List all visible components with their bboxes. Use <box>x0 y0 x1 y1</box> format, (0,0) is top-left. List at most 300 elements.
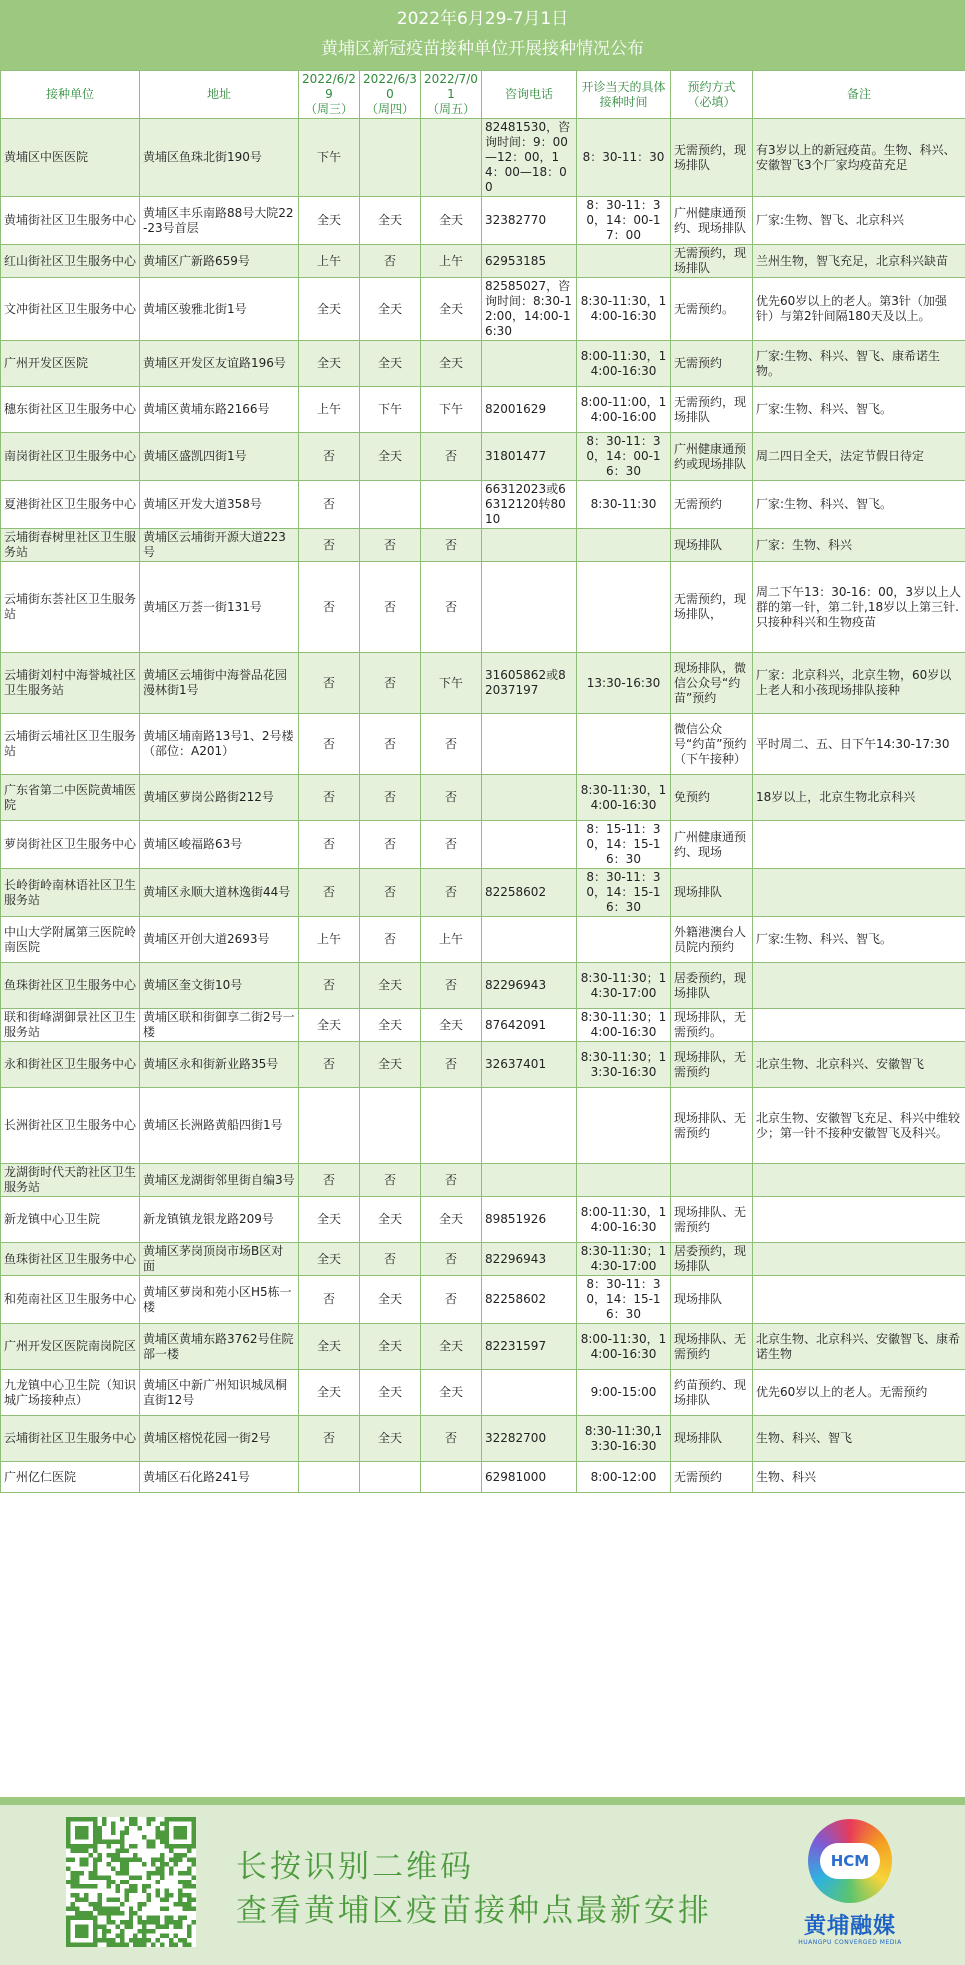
table-row <box>1 1462 965 1493</box>
cell-day-0629: 否 <box>299 433 360 481</box>
cell-hours: 8：30-11：30，14：00-16：30 <box>577 433 671 481</box>
cell-day-0629 <box>299 1462 360 1493</box>
cell-day-0701: 上午 <box>421 917 482 963</box>
table-row <box>1 1416 965 1462</box>
cell-booking: 居委预约，现场排队 <box>671 963 753 1009</box>
cell-booking: 外籍港澳台人员院内预约 <box>671 917 753 963</box>
cell-hours: 8：30-11：30，14：15-16：30 <box>577 869 671 917</box>
cell-unit: 云埔街社区卫生服务中心 <box>1 1416 140 1462</box>
cell-phone: 82296943 <box>482 1243 577 1276</box>
cell-address: 黄埔区黄埔东路3762号住院部一楼 <box>140 1324 299 1370</box>
cell-hours: 8:30-11:30；14:30-17:00 <box>577 963 671 1009</box>
footer-text <box>236 1845 712 1933</box>
cell-booking: 无需预约，现场排队， <box>671 562 753 653</box>
cell-unit: 黄埔区中医医院 <box>1 119 140 197</box>
cell-unit: 文冲街社区卫生服务中心 <box>1 278 140 341</box>
cell-booking: 现场排队、无需预约 <box>671 1197 753 1243</box>
cell-booking: 无需预约 <box>671 341 753 387</box>
cell-day-0630: 全天 <box>360 1276 421 1324</box>
cell-notes: 厂家:生物、科兴、智飞。 <box>753 917 965 963</box>
cell-booking: 现场排队 <box>671 529 753 562</box>
cell-address: 黄埔区联和街御享二街2号一楼 <box>140 1009 299 1042</box>
cell-unit: 云埔街云埔社区卫生服务站 <box>1 714 140 775</box>
table-row <box>1 1276 965 1324</box>
cell-booking: 无需预约。 <box>671 278 753 341</box>
cell-day-0701: 否 <box>421 529 482 562</box>
cell-unit: 中山大学附属第三医院岭南医院 <box>1 917 140 963</box>
cell-phone: 32282700 <box>482 1416 577 1462</box>
cell-day-0701 <box>421 481 482 529</box>
cell-booking: 现场排队、无需预约 <box>671 1324 753 1370</box>
cell-address: 黄埔区开发区友谊路196号 <box>140 341 299 387</box>
cell-unit: 云埔街春树里社区卫生服务站 <box>1 529 140 562</box>
cell-day-0629: 下午 <box>299 119 360 197</box>
logo-mark-text: HCM <box>820 1843 880 1879</box>
cell-day-0629: 上午 <box>299 245 360 278</box>
cell-phone <box>482 821 577 869</box>
cell-hours: 8:00-11:00，14:00-16:00 <box>577 387 671 433</box>
cell-notes: 厂家:生物、科兴、智飞、康希诺生物。 <box>753 341 965 387</box>
table-row <box>1 775 965 821</box>
cell-hours <box>577 562 671 653</box>
cell-day-0701: 全天 <box>421 278 482 341</box>
table-row <box>1 714 965 775</box>
cell-hours: 8：15-11：30，14：15-16：30 <box>577 821 671 869</box>
cell-day-0629: 全天 <box>299 1324 360 1370</box>
cell-hours: 8:00-12:00 <box>577 1462 671 1493</box>
footer-divider <box>0 1797 965 1805</box>
cell-unit: 南岗街社区卫生服务中心 <box>1 433 140 481</box>
table-row <box>1 481 965 529</box>
qr-code[interactable] <box>66 1817 196 1947</box>
cell-unit: 长岭街岭南林语社区卫生服务站 <box>1 869 140 917</box>
cell-hours <box>577 245 671 278</box>
cell-phone: 32382770 <box>482 197 577 245</box>
cell-day-0630: 全天 <box>360 341 421 387</box>
table-row <box>1 245 965 278</box>
cell-booking: 现场排队，微信公众号“约苗”预约 <box>671 653 753 714</box>
cell-day-0630: 否 <box>360 714 421 775</box>
cell-day-0630 <box>360 481 421 529</box>
cell-address: 黄埔区榕悦花园一街2号 <box>140 1416 299 1462</box>
cell-day-0630: 全天 <box>360 1042 421 1088</box>
cell-day-0630: 否 <box>360 869 421 917</box>
cell-hours: 8:00-11:30，14:00-16:30 <box>577 341 671 387</box>
cell-day-0701: 全天 <box>421 1009 482 1042</box>
cell-booking: 广州健康通预约、现场排队 <box>671 197 753 245</box>
cell-phone <box>482 714 577 775</box>
cell-booking <box>671 1164 753 1197</box>
cell-notes: 厂家:生物、智飞、北京科兴 <box>753 197 965 245</box>
cell-notes: 北京生物、北京科兴、安徽智飞 <box>753 1042 965 1088</box>
cell-day-0630: 全天 <box>360 433 421 481</box>
cell-day-0701: 上午 <box>421 245 482 278</box>
table-header-row <box>1 71 965 119</box>
cell-phone: 31801477 <box>482 433 577 481</box>
cell-day-0630: 否 <box>360 917 421 963</box>
cell-booking: 现场排队 <box>671 1416 753 1462</box>
cell-day-0701: 否 <box>421 1042 482 1088</box>
column-header-phone: 咨询电话 <box>482 71 577 119</box>
cell-booking: 微信公众号“约苗”预约（下午接种） <box>671 714 753 775</box>
cell-day-0630: 全天 <box>360 1416 421 1462</box>
cell-phone: 62953185 <box>482 245 577 278</box>
date-range: 2022年6月29-7月1日 <box>396 9 569 29</box>
cell-day-0701: 否 <box>421 1276 482 1324</box>
table-row <box>1 963 965 1009</box>
cell-unit: 联和街峰湖御景社区卫生服务站 <box>1 1009 140 1042</box>
cell-day-0629: 否 <box>299 1416 360 1462</box>
cell-notes <box>753 1197 965 1243</box>
cell-address: 黄埔区石化路241号 <box>140 1462 299 1493</box>
cell-day-0629: 全天 <box>299 341 360 387</box>
table-row <box>1 1197 965 1243</box>
cell-day-0701: 否 <box>421 1243 482 1276</box>
cell-day-0629: 否 <box>299 714 360 775</box>
cell-address: 黄埔区萝岗公路街212号 <box>140 775 299 821</box>
cell-day-0630: 否 <box>360 562 421 653</box>
cell-day-0630: 全天 <box>360 197 421 245</box>
footer <box>0 1797 965 1965</box>
cell-phone <box>482 529 577 562</box>
cell-booking: 约苗预约、现场排队 <box>671 1370 753 1416</box>
cell-day-0629: 上午 <box>299 917 360 963</box>
logo-mark <box>808 1819 892 1903</box>
cell-day-0701: 否 <box>421 869 482 917</box>
cell-unit: 鱼珠街社区卫生服务中心 <box>1 1243 140 1276</box>
cell-day-0629: 否 <box>299 963 360 1009</box>
vaccination-table <box>0 70 965 1493</box>
cell-address: 黄埔区长洲路黄船四街1号 <box>140 1088 299 1164</box>
cell-notes <box>753 963 965 1009</box>
cell-day-0630: 否 <box>360 821 421 869</box>
cell-notes <box>753 1276 965 1324</box>
cell-phone: 66312023或66312120转8010 <box>482 481 577 529</box>
cell-day-0701: 否 <box>421 433 482 481</box>
cell-day-0629: 全天 <box>299 1243 360 1276</box>
cell-notes: 厂家：生物、科兴 <box>753 529 965 562</box>
cell-hours: 8:30-11:30；14:00-16:30 <box>577 1009 671 1042</box>
cell-day-0630: 否 <box>360 1243 421 1276</box>
cell-day-0630: 否 <box>360 1164 421 1197</box>
cell-phone: 87642091 <box>482 1009 577 1042</box>
cell-hours: 8:30-11:30；14:30-17:00 <box>577 1243 671 1276</box>
cell-day-0701: 全天 <box>421 1324 482 1370</box>
cell-address: 黄埔区盛凯四街1号 <box>140 433 299 481</box>
cell-unit: 龙湖街时代天韵社区卫生服务站 <box>1 1164 140 1197</box>
cell-address: 黄埔区开发大道358号 <box>140 481 299 529</box>
cell-day-0630 <box>360 1088 421 1164</box>
cell-phone: 82258602 <box>482 1276 577 1324</box>
footer-line-2: 查看黄埔区疫苗接种点最新安排 <box>236 1893 712 1929</box>
cell-hours <box>577 1164 671 1197</box>
cell-day-0629: 否 <box>299 1276 360 1324</box>
cell-day-0630: 全天 <box>360 278 421 341</box>
logo-name: 黄埔融媒 <box>803 1914 896 1939</box>
cell-phone <box>482 1088 577 1164</box>
cell-booking: 无需预约，现场排队 <box>671 119 753 197</box>
table-row <box>1 278 965 341</box>
column-header-day-0629: 2022/6/29 （周三） <box>299 71 360 119</box>
column-header-day-0630: 2022/6/30 （周四） <box>360 71 421 119</box>
cell-address: 黄埔区万荟一街131号 <box>140 562 299 653</box>
cell-day-0701: 否 <box>421 775 482 821</box>
cell-day-0701: 全天 <box>421 197 482 245</box>
cell-phone <box>482 562 577 653</box>
cell-hours: 8：30-11：30 <box>577 119 671 197</box>
cell-phone <box>482 917 577 963</box>
cell-day-0629: 否 <box>299 653 360 714</box>
column-header-address: 地址 <box>140 71 299 119</box>
cell-booking: 无需预约，现场排队 <box>671 387 753 433</box>
cell-day-0701: 否 <box>421 821 482 869</box>
cell-day-0630: 否 <box>360 529 421 562</box>
cell-address: 新龙镇镇龙银龙路209号 <box>140 1197 299 1243</box>
cell-day-0630: 下午 <box>360 387 421 433</box>
cell-day-0701: 全天 <box>421 1370 482 1416</box>
cell-booking: 现场排队 <box>671 1276 753 1324</box>
cell-day-0701: 否 <box>421 562 482 653</box>
cell-phone: 82481530，咨询时间：9：00—12：00，14：00—18：00 <box>482 119 577 197</box>
cell-booking: 免预约 <box>671 775 753 821</box>
table-row <box>1 1324 965 1370</box>
table-row <box>1 529 965 562</box>
page-header <box>0 0 965 70</box>
cell-day-0629: 否 <box>299 1042 360 1088</box>
table-row <box>1 562 965 653</box>
cell-day-0701 <box>421 119 482 197</box>
cell-day-0701: 下午 <box>421 387 482 433</box>
cell-day-0629: 否 <box>299 562 360 653</box>
table-row <box>1 1370 965 1416</box>
cell-unit: 新龙镇中心卫生院 <box>1 1197 140 1243</box>
logo-subtitle: HUANGPU CONVERGED MEDIA <box>798 1939 902 1946</box>
cell-unit: 云埔街刘村中海誉城社区卫生服务站 <box>1 653 140 714</box>
cell-phone: 82258602 <box>482 869 577 917</box>
cell-booking: 现场排队 <box>671 869 753 917</box>
cell-address: 黄埔区丰乐南路88号大院22-23号首层 <box>140 197 299 245</box>
cell-day-0629: 上午 <box>299 387 360 433</box>
cell-unit: 永和街社区卫生服务中心 <box>1 1042 140 1088</box>
cell-unit: 和苑南社区卫生服务中心 <box>1 1276 140 1324</box>
cell-day-0701: 下午 <box>421 653 482 714</box>
cell-day-0629: 全天 <box>299 1370 360 1416</box>
cell-address: 黄埔区奎文街10号 <box>140 963 299 1009</box>
column-header-unit: 接种单位 <box>1 71 140 119</box>
cell-notes: 优先60岁以上的老人。第3针（加强针）与第2针间隔180天及以上。 <box>753 278 965 341</box>
cell-unit: 萝岗街社区卫生服务中心 <box>1 821 140 869</box>
cell-hours: 13:30-16:30 <box>577 653 671 714</box>
table-row <box>1 1088 965 1164</box>
cell-booking: 现场排队，无需预约。 <box>671 1009 753 1042</box>
cell-day-0630: 全天 <box>360 1370 421 1416</box>
table-row <box>1 917 965 963</box>
cell-notes <box>753 869 965 917</box>
cell-address: 黄埔区黄埔东路2166号 <box>140 387 299 433</box>
table-row <box>1 341 965 387</box>
cell-notes: 18岁以上，北京生物北京科兴 <box>753 775 965 821</box>
cell-day-0701: 否 <box>421 1164 482 1197</box>
cell-unit: 广东省第二中医院黄埔医院 <box>1 775 140 821</box>
cell-unit: 长洲街社区卫生服务中心 <box>1 1088 140 1164</box>
cell-notes: 厂家:生物、科兴、智飞。 <box>753 387 965 433</box>
cell-notes: 周二四日全天，法定节假日待定 <box>753 433 965 481</box>
table-row <box>1 433 965 481</box>
cell-booking: 无需预约 <box>671 1462 753 1493</box>
cell-hours: 8:00-11:30，14:00-16:30 <box>577 1324 671 1370</box>
cell-day-0630: 否 <box>360 653 421 714</box>
cell-hours: 8:30-11:30；13:30-16:30 <box>577 1042 671 1088</box>
cell-day-0630: 全天 <box>360 1324 421 1370</box>
cell-phone <box>482 1164 577 1197</box>
cell-hours: 9:00-15:00 <box>577 1370 671 1416</box>
cell-day-0701: 否 <box>421 1416 482 1462</box>
cell-day-0630 <box>360 1462 421 1493</box>
page-title: 黄埔区新冠疫苗接种单位开展接种情况公布 <box>321 39 644 59</box>
cell-hours <box>577 714 671 775</box>
cell-hours <box>577 1088 671 1164</box>
cell-phone <box>482 341 577 387</box>
cell-unit: 九龙镇中心卫生院（知识城广场接种点） <box>1 1370 140 1416</box>
cell-phone <box>482 1370 577 1416</box>
cell-notes: 周二下午13：30-16：00，3岁以上人群的第一针，第二针,18岁以上第三针.只接种科兴和生物疫苗 <box>753 562 965 653</box>
cell-hours <box>577 529 671 562</box>
table-row <box>1 1164 965 1197</box>
table-row <box>1 1243 965 1276</box>
column-header-hours: 开诊当天的具体 接种时间 <box>577 71 671 119</box>
cell-unit: 鱼珠街社区卫生服务中心 <box>1 963 140 1009</box>
cell-unit: 广州开发区医院南岗院区 <box>1 1324 140 1370</box>
cell-hours: 8:30-11:30，14:00-16:30 <box>577 278 671 341</box>
cell-address: 黄埔区广新路659号 <box>140 245 299 278</box>
table-row <box>1 1042 965 1088</box>
cell-hours: 8：30-11：30，14：15-16：30 <box>577 1276 671 1324</box>
cell-day-0629: 全天 <box>299 1009 360 1042</box>
cell-address: 黄埔区云埔街开源大道223号 <box>140 529 299 562</box>
cell-notes <box>753 1009 965 1042</box>
cell-address: 黄埔区开创大道2693号 <box>140 917 299 963</box>
cell-hours: 8：30-11：30，14：00-17：00 <box>577 197 671 245</box>
cell-phone: 62981000 <box>482 1462 577 1493</box>
table-row <box>1 387 965 433</box>
cell-address: 黄埔区永和街新业路35号 <box>140 1042 299 1088</box>
cell-day-0629: 否 <box>299 821 360 869</box>
cell-day-0630: 否 <box>360 775 421 821</box>
cell-phone: 32637401 <box>482 1042 577 1088</box>
column-header-booking: 预约方式 （必填） <box>671 71 753 119</box>
cell-day-0630: 全天 <box>360 1197 421 1243</box>
cell-address: 黄埔区龙湖街邻里街自编3号 <box>140 1164 299 1197</box>
cell-address: 黄埔区中新广州知识城凤桐直街12号 <box>140 1370 299 1416</box>
cell-day-0629: 否 <box>299 775 360 821</box>
cell-address: 黄埔区骏雅北街1号 <box>140 278 299 341</box>
cell-day-0701: 否 <box>421 963 482 1009</box>
cell-notes: 北京生物、安徽智飞充足、科兴中维较少；第一针不接种安徽智飞及科兴。 <box>753 1088 965 1164</box>
cell-notes: 北京生物、北京科兴、安徽智飞、康希诺生物 <box>753 1324 965 1370</box>
cell-day-0629 <box>299 1088 360 1164</box>
cell-booking: 居委预约，现场排队 <box>671 1243 753 1276</box>
cell-day-0629: 否 <box>299 1164 360 1197</box>
cell-unit: 夏港街社区卫生服务中心 <box>1 481 140 529</box>
cell-hours: 8:30-11:30 <box>577 481 671 529</box>
cell-booking: 无需预约 <box>671 481 753 529</box>
cell-day-0630: 全天 <box>360 1009 421 1042</box>
cell-address: 黄埔区茅岗顶岗市场B区对面 <box>140 1243 299 1276</box>
cell-phone: 82231597 <box>482 1324 577 1370</box>
cell-day-0630: 全天 <box>360 963 421 1009</box>
cell-day-0630: 否 <box>360 245 421 278</box>
cell-unit: 广州亿仁医院 <box>1 1462 140 1493</box>
table-row <box>1 197 965 245</box>
huangpu-media-logo <box>795 1819 905 1954</box>
cell-notes: 生物、科兴、智飞 <box>753 1416 965 1462</box>
cell-hours: 8:30-11:30,13:30-16:30 <box>577 1416 671 1462</box>
cell-unit: 云埔街东荟社区卫生服务站 <box>1 562 140 653</box>
cell-notes: 平时周二、五、日下午14:30-17:30 <box>753 714 965 775</box>
cell-booking: 无需预约，现场排队 <box>671 245 753 278</box>
cell-day-0701: 全天 <box>421 1197 482 1243</box>
table-row <box>1 1009 965 1042</box>
cell-notes: 有3岁以上的新冠疫苗。生物、科兴、安徽智飞3个厂家均疫苗充足 <box>753 119 965 197</box>
cell-phone <box>482 775 577 821</box>
cell-notes <box>753 1164 965 1197</box>
cell-day-0629: 否 <box>299 869 360 917</box>
table-row <box>1 869 965 917</box>
cell-day-0701 <box>421 1462 482 1493</box>
cell-unit: 广州开发区医院 <box>1 341 140 387</box>
cell-hours <box>577 917 671 963</box>
cell-day-0629: 否 <box>299 529 360 562</box>
cell-unit: 穗东街社区卫生服务中心 <box>1 387 140 433</box>
cell-unit: 红山街社区卫生服务中心 <box>1 245 140 278</box>
cell-notes <box>753 821 965 869</box>
cell-booking: 广州健康通预约或现场排队 <box>671 433 753 481</box>
cell-day-0701: 否 <box>421 714 482 775</box>
cell-hours: 8:00-11:30，14:00-16:30 <box>577 1197 671 1243</box>
cell-unit: 黄埔街社区卫生服务中心 <box>1 197 140 245</box>
cell-day-0629: 否 <box>299 481 360 529</box>
cell-notes <box>753 1243 965 1276</box>
cell-address: 黄埔区永顺大道林逸街44号 <box>140 869 299 917</box>
cell-hours: 8:30-11:30，14:00-16:30 <box>577 775 671 821</box>
cell-day-0629: 全天 <box>299 278 360 341</box>
cell-address: 黄埔区峻福路63号 <box>140 821 299 869</box>
cell-booking: 现场排队、无需预约 <box>671 1088 753 1164</box>
cell-address: 黄埔区萝岗和苑小区H5栋一楼 <box>140 1276 299 1324</box>
cell-day-0629: 全天 <box>299 1197 360 1243</box>
footer-line-1: 长按识别二维码 <box>236 1849 474 1885</box>
cell-notes: 优先60岁以上的老人。无需预约 <box>753 1370 965 1416</box>
table-row <box>1 821 965 869</box>
cell-notes: 厂家：北京科兴，北京生物，60岁以上老人和小孩现场排队接种 <box>753 653 965 714</box>
cell-address: 黄埔区鱼珠北街190号 <box>140 119 299 197</box>
cell-notes: 生物、科兴 <box>753 1462 965 1493</box>
table-row <box>1 119 965 197</box>
cell-phone: 82585027，咨询时间：8:30-12:00，14:00-16:30 <box>482 278 577 341</box>
cell-day-0630 <box>360 119 421 197</box>
cell-notes: 厂家:生物、科兴、智飞。 <box>753 481 965 529</box>
cell-address: 黄埔区埔南路13号1、2号楼（部位：A201） <box>140 714 299 775</box>
cell-phone: 89851926 <box>482 1197 577 1243</box>
column-header-notes: 备注 <box>753 71 965 119</box>
cell-booking: 广州健康通预约、现场 <box>671 821 753 869</box>
column-header-day-0701: 2022/7/01 （周五） <box>421 71 482 119</box>
cell-notes: 兰州生物，智飞充足，北京科兴缺苗 <box>753 245 965 278</box>
cell-day-0629: 全天 <box>299 197 360 245</box>
cell-phone: 82296943 <box>482 963 577 1009</box>
table-row <box>1 653 965 714</box>
cell-booking: 现场排队，无需预约 <box>671 1042 753 1088</box>
